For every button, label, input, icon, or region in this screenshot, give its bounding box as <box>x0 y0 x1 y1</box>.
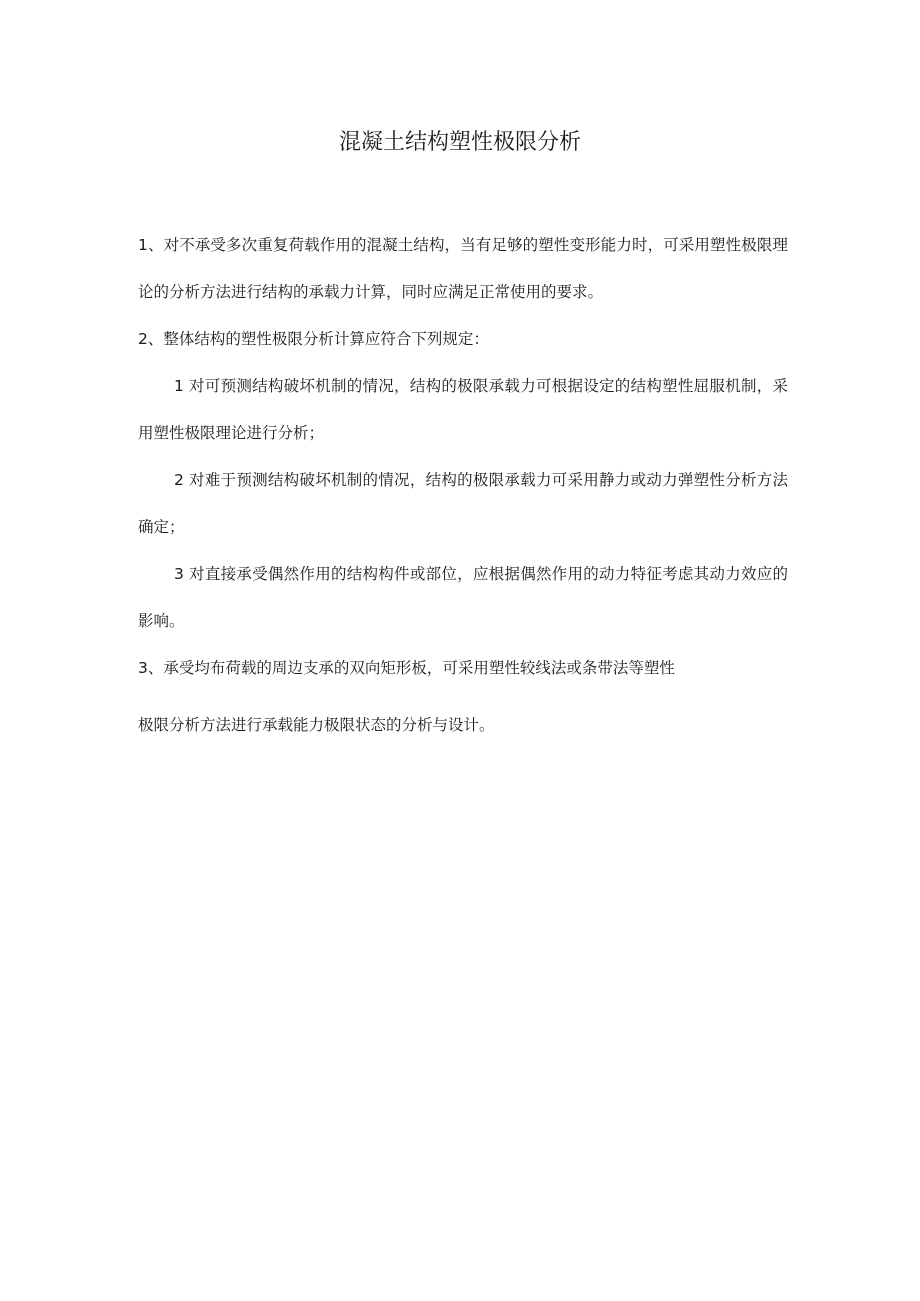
paragraph-1: 1、对不承受多次重复荷载作用的混凝土结构，当有足够的塑性变形能力时，可采用塑性极限理论的分析方法进行结构的承载力计算，同时应满足正常使用的要求。 <box>138 236 788 301</box>
paragraph-3-continuation: 极限分析方法进行承载能力极限状态的分析与设计。 <box>138 716 495 734</box>
clause-2-2: 2 对难于预测结构破坏机制的情况，结构的极限承载力可采用静力或动力弹塑性分析方法确定； <box>138 471 788 536</box>
paragraph-2: 2、整体结构的塑性极限分析计算应符合下列规定： <box>138 330 489 348</box>
document-body <box>138 222 788 749</box>
clause-2-1: 1 对可预测结构破坏机制的情况，结构的极限承载力可根据设定的结构塑性屈服机制，采用塑性极限理论进行分析； <box>138 377 788 442</box>
clause-2-3: 3 对直接承受偶然作用的结构构件或部位，应根据偶然作用的动力特征考虑其动力效应的影响。 <box>138 565 788 630</box>
paragraph-3: 3、承受均布荷载的周边支承的双向矩形板，可采用塑性较线法或条带法等塑性 <box>138 659 675 677</box>
document-title: 混凝土结构塑性极限分析 <box>338 130 581 155</box>
